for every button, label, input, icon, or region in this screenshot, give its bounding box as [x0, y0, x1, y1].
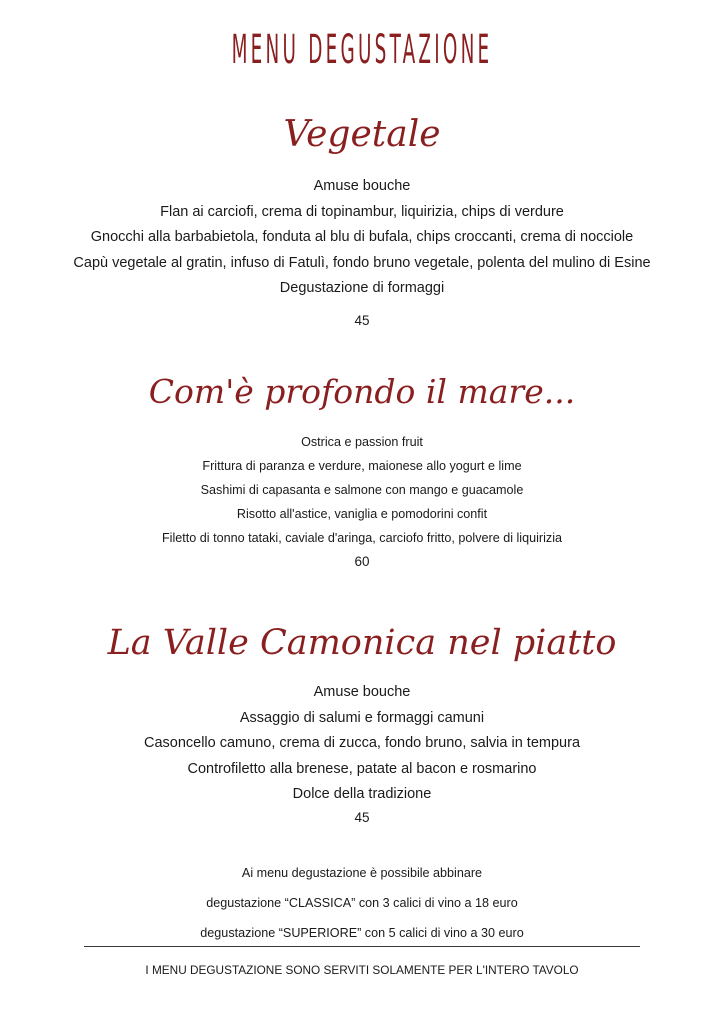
footer-note: I MENU DEGUSTAZIONE SONO SERVITI SOLAMENTE PER L'INTERO TAVOLO [145, 963, 579, 977]
footer-divider [84, 946, 640, 947]
course-item: Assaggio di salumi e formaggi camuni [239, 709, 485, 726]
course-item: Dolce della tradizione [292, 786, 432, 802]
course-item: Ostrica e passion fruit [301, 435, 423, 449]
price-valle-camonica: 45 [354, 810, 370, 825]
course-item: Filetto di tonno tataki, caviale d'aringa, carciofo fritto, polvere di liquirizia [161, 531, 562, 545]
course-list-valle-camonica [0, 680, 724, 808]
price-vegetale: 45 [354, 313, 370, 328]
section-heading-mare: Com'è profondo il mare... [148, 372, 576, 411]
course-item: Sashimi di capasanta e salmone con mango e guacamole [200, 483, 524, 497]
section-heading-vegetale: Vegetale [283, 114, 441, 155]
section-heading-valle-camonica: La Valle Camonica nel piatto [107, 623, 617, 663]
course-list-mare [0, 430, 724, 550]
course-item: Amuse bouche [313, 178, 411, 194]
course-item: Controfiletto alla brenese, patate al bacon e rosmarino [187, 760, 537, 777]
course-item: Frittura di paranza e verdure, maionese allo yogurt e lime [202, 459, 522, 473]
course-item: Risotto all'astice, vaniglia e pomodorini confit [236, 507, 488, 521]
course-item: Flan ai carciofi, crema di topinambur, liquirizia, chips di verdure [160, 203, 564, 220]
course-item: Amuse bouche [313, 684, 411, 700]
price-mare: 60 [354, 554, 370, 569]
course-item: Degustazione di formaggi [279, 280, 445, 296]
pairing-intro: Ai menu degustazione è possibile abbinare [241, 866, 483, 880]
pairing-classica: degustazione “CLASSICA” con 3 calici di vino a 18 euro [206, 896, 518, 910]
menu-title: MENU DEGUSTAZIONE [231, 27, 493, 73]
pairing-superiore: degustazione “SUPERIORE” con 5 calici di vino a 30 euro [200, 926, 524, 940]
course-item: Capù vegetale al gratin, infuso di Fatulì, fondo bruno vegetale, polenta del mulino di Esine [73, 254, 651, 271]
wine-pairing-notes [0, 860, 724, 950]
course-list-vegetale [0, 174, 724, 302]
course-item: Casoncello camuno, crema di zucca, fondo bruno, salvia in tempura [143, 735, 581, 751]
course-item: Gnocchi alla barbabietola, fonduta al blu di bufala, chips croccanti, crema di nocciole [90, 229, 634, 245]
